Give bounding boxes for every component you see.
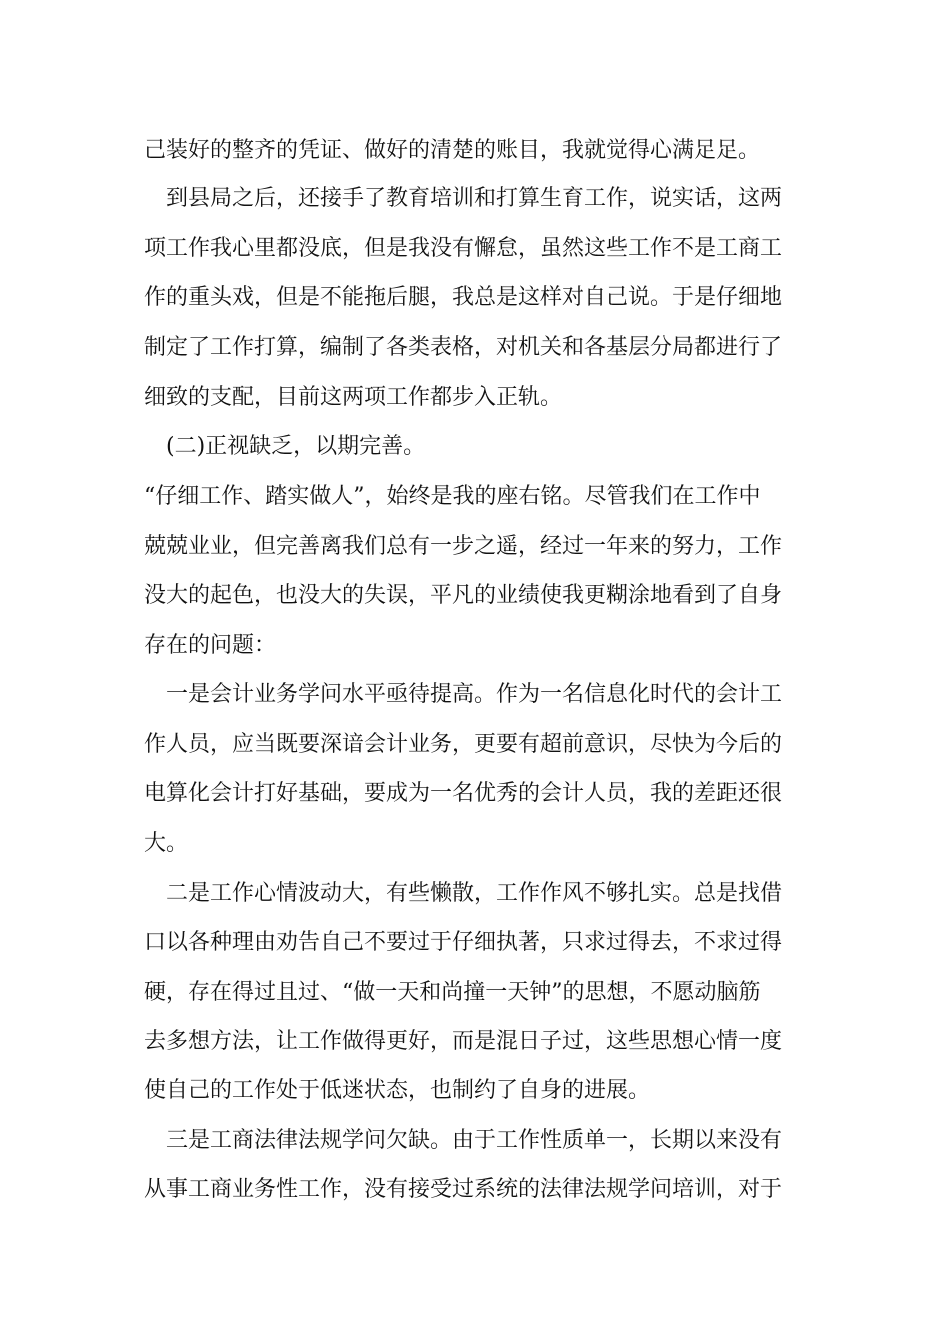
text-line: 没大的起色，也没大的失误，平凡的业绩使我更糊涂地看到了自身: [144, 583, 783, 608]
text-line: 去多想方法，让工作做得更好，而是混日子过，这些思想心情一度: [144, 1029, 783, 1054]
text-line: 二是工作心情波动大，有些懒散，工作作风不够扎实。总是找借: [166, 881, 783, 906]
text-line: 作人员，应当既要深谙会计业务，更要有超前意识，尽快为今后的: [144, 732, 783, 757]
text-line: 一是会计业务学问水平亟待提高。作为一名信息化时代的会计工: [166, 682, 783, 707]
text-line: 项工作我心里都没底，但是我没有懈怠，虽然这些工作不是工商工: [144, 236, 783, 261]
text-line: 从事工商业务性工作，没有接受过系统的法律法规学问培训，对于: [144, 1177, 783, 1202]
text-line: 硬，存在得过且过、“做一天和尚撞一天钟”的思想，不愿动脑筋: [144, 980, 761, 1005]
text-line: 使自己的工作处于低迷状态，也制约了自身的进展。: [144, 1078, 651, 1103]
text-line: 大。: [144, 831, 189, 856]
text-line: 口以各种理由劝告自己不要过于仔细执著，只求过得去，不求过得: [144, 930, 783, 955]
text-line: 兢兢业业，但完善离我们总有一步之遥，经过一年来的努力，工作: [144, 534, 783, 559]
text-line: 存在的问题：: [144, 633, 277, 658]
text-line: 三是工商法律法规学问欠缺。由于工作性质单一，长期以来没有: [166, 1128, 783, 1153]
text-line: 电算化会计打好基础，要成为一名优秀的会计人员，我的差距还很: [144, 781, 783, 806]
text-line: 到县局之后，还接手了教育培训和打算生育工作，说实话，这两: [166, 186, 783, 211]
section-heading: (二)正视缺乏，以期完善。: [166, 434, 426, 459]
text-line: 己装好的整齐的凭证、做好的清楚的账目，我就觉得心满足足。: [144, 138, 761, 163]
text-line: 制定了工作打算，编制了各类表格，对机关和各基层分局都进行了: [144, 335, 783, 360]
text-line: “仔细工作、踏实做人”，始终是我的座右铭。尽管我们在工作中: [144, 484, 761, 509]
text-line: 细致的支配，目前这两项工作都步入正轨。: [144, 385, 563, 410]
text-line: 作的重头戏，但是不能拖后腿，我总是这样对自己说。于是仔细地: [144, 285, 783, 310]
